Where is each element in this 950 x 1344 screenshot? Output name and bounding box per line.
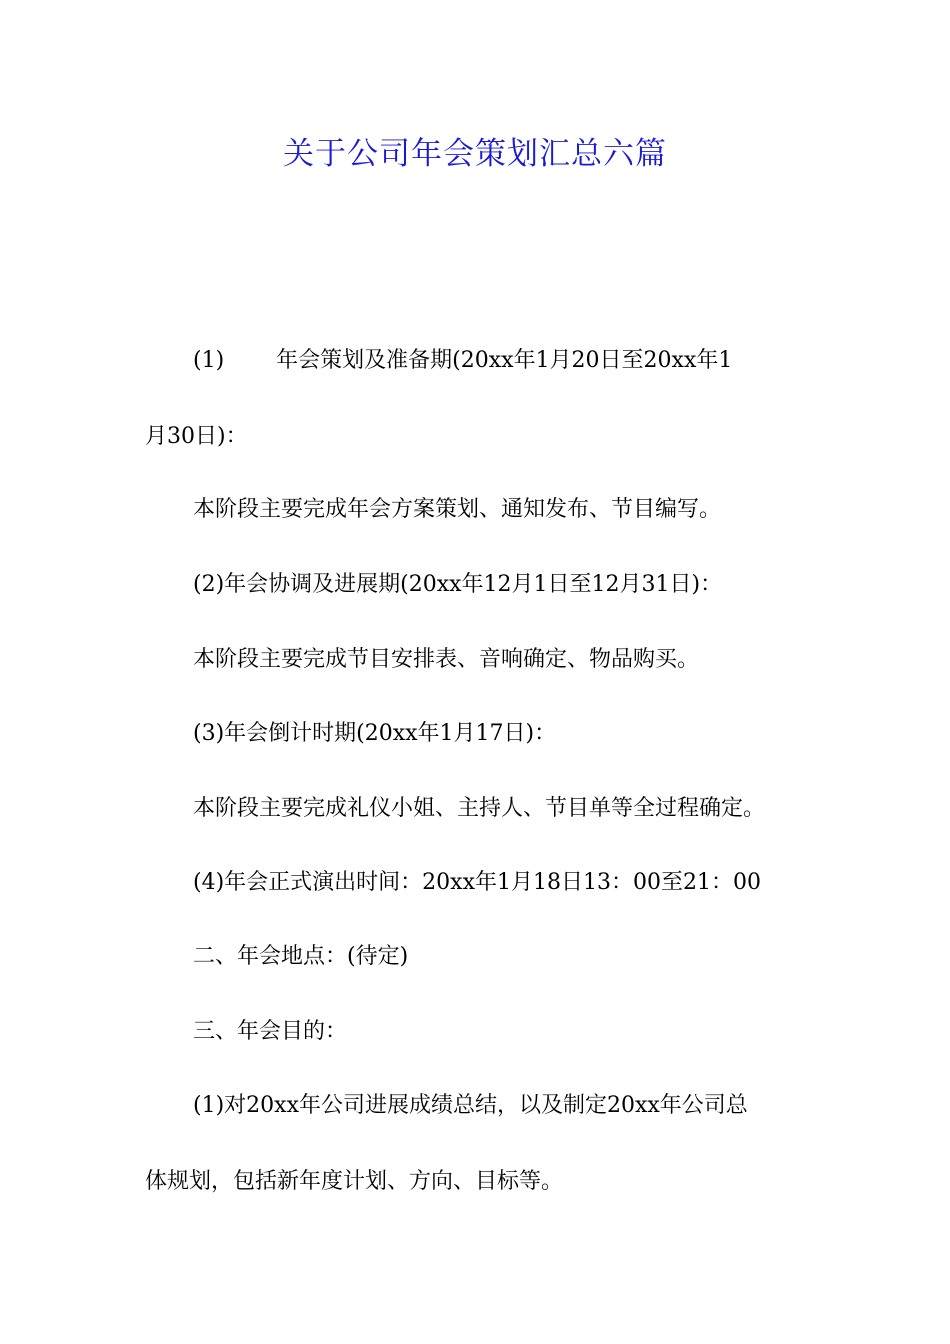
paragraph-10-line-2: 体规划，包括新年度计划、方向、目标等。 bbox=[145, 1169, 564, 1194]
paragraph-1-line-2: 月30日)： bbox=[145, 424, 248, 449]
paragraph-1-text: 年会策划及准备期(20xx年1月20日至20xx年1 bbox=[276, 348, 733, 373]
paragraph-3: (2)年会协调及进展期(20xx年12月1日至12月31日)： bbox=[193, 572, 723, 597]
paragraph-10-line-1: (1)对20xx年公司进展成绩总结，以及制定20xx年公司总 bbox=[193, 1093, 748, 1118]
paragraph-4: 本阶段主要完成节目安排表、音响确定、物品购买。 bbox=[193, 647, 700, 672]
paragraph-2: 本阶段主要完成年会方案策划、通知发布、节目编写。 bbox=[193, 497, 722, 522]
paragraph-5: (3)年会倒计时期(20xx年1月17日)： bbox=[193, 721, 557, 746]
section-heading-venue: 二、年会地点：(待定) bbox=[193, 944, 409, 969]
paragraph-1-line-1 bbox=[193, 346, 807, 376]
paragraph-6: 本阶段主要完成礼仪小姐、主持人、节目单等全过程确定。 bbox=[193, 796, 766, 821]
paragraph-7: (4)年会正式演出时间：20xx年1月18日13：00至21：00 bbox=[193, 870, 761, 895]
section-heading-purpose: 三、年会目的： bbox=[193, 1019, 348, 1044]
document-title: 关于公司年会策划汇总六篇 bbox=[283, 136, 667, 172]
paragraph-1-marker: (1) bbox=[193, 348, 225, 373]
